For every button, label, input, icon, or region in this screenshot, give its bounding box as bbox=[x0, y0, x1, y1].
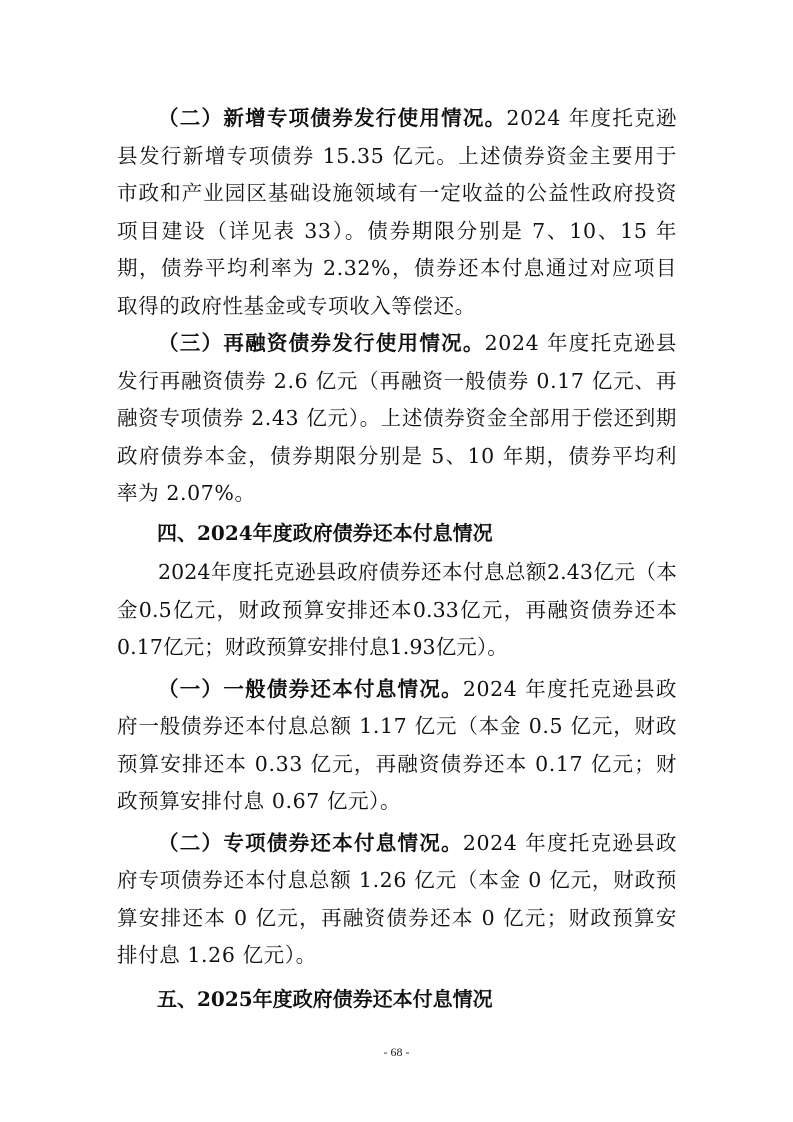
document-body bbox=[117, 100, 677, 1018]
paragraph-lead: （二）专项债券还本付息情况。 bbox=[158, 830, 463, 855]
paragraph-text: 2024 年度托克逊县发行再融资债券 2.6 亿元（再融资一般债券 0.17 亿元、再融资专项债券 2.43 亿元）。上述债券资金全部用于偿还到期政府债券本金，债券期限分别是 5、10 年期，债券平均利率为 2.07%。 bbox=[117, 331, 678, 505]
paragraph-lead: （三）再融资债券发行使用情况。 bbox=[158, 331, 485, 355]
paragraph-lead: （二）新增专项债券发行使用情况。 bbox=[158, 106, 507, 130]
paragraph-2024-repayment-summary: 2024年度托克逊县政府债券还本付息总额2.43亿元（本金0.5亿元，财政预算安排还本0.33亿元，再融资债券还本0.17亿元；财政预算安排付息1.93亿元）。 bbox=[117, 560, 677, 659]
paragraph-text: 2024 年度托克逊县政府专项债券还本付息总额 1.26 亿元（本金 0 亿元，财政预算安排还本 0 亿元，再融资债券还本 0 亿元；财政预算安排付息 1.26 亿元）。 bbox=[117, 830, 677, 967]
paragraph-text: 2024 年度托克逊县发行新增专项债券 15.35 亿元。上述债券资金主要用于市政和产业园区基础设施领域有一定收益的公益性政府投资项目建设（详见表 33）。债券期限分别是 7、10、15 年期，债券平均利率为 2.32%，债券还本付息通过对应项目取得的政府性基金或专项收入等偿还。 bbox=[117, 106, 677, 318]
paragraph-general-bond-repayment bbox=[117, 671, 677, 821]
section-heading-2025-repayment: 五、2025年度政府债券还本付息情况 bbox=[157, 986, 493, 1011]
paragraph-new-special-bonds bbox=[117, 100, 677, 325]
paragraph-lead: （一）一般债券还本付息情况。 bbox=[158, 676, 463, 701]
paragraph-refinancing-bonds bbox=[117, 325, 677, 513]
page-number: - 68 - bbox=[383, 1045, 410, 1059]
section-heading-2024-repayment: 四、2024年度政府债券还本付息情况 bbox=[157, 520, 493, 545]
paragraph-text: 2024 年度托克逊县政府一般债券还本付息总额 1.17 亿元（本金 0.5 亿元，财政预算安排还本 0.33 亿元，再融资债券还本 0.17 亿元；财政预算安排付息 0.67 亿元）。 bbox=[117, 676, 677, 813]
paragraph-special-bond-repayment bbox=[117, 825, 677, 975]
